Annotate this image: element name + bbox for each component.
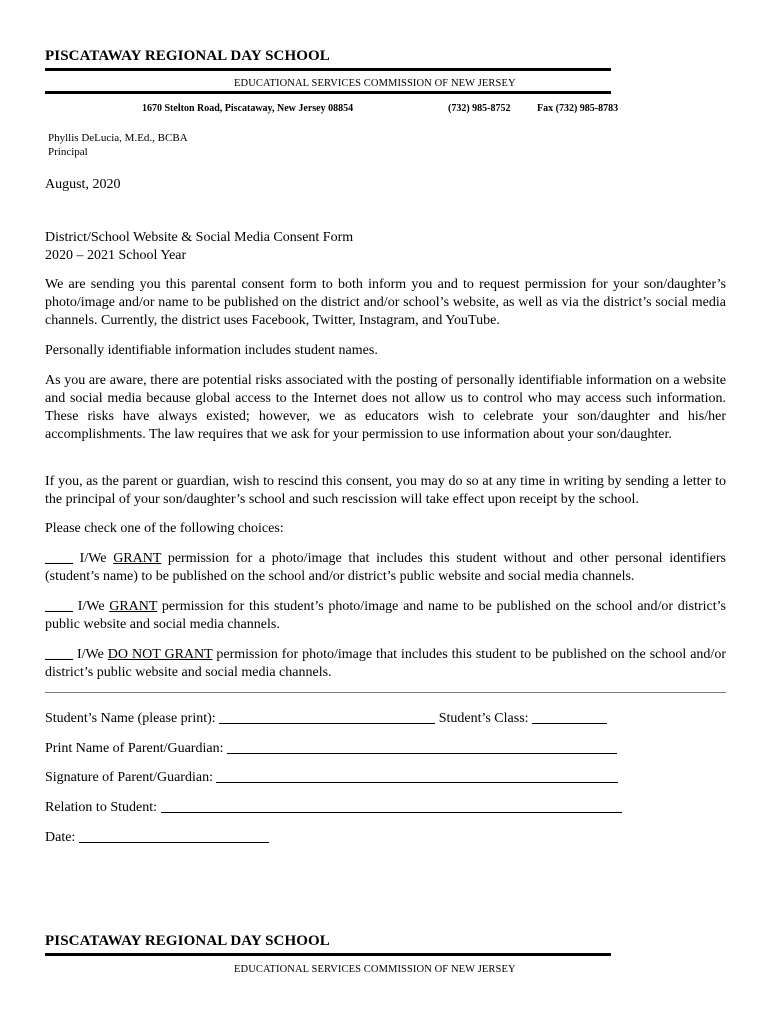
school-fax: Fax (732) 985-8783: [537, 103, 619, 114]
signature-label: Signature of Parent/Guardian:: [45, 770, 213, 785]
student-name-input[interactable]: [219, 709, 435, 724]
choices-instruction: Please check one of the following choices:: [45, 521, 284, 536]
relation-input[interactable]: [161, 798, 622, 813]
date-row: [45, 826, 269, 847]
intro-paragraph: We are sending you this parental consent form to both inform you and to request permission for your son/daughter’s photo/image and/or name to be published on the district and/or school’s website, as well as via the district’s social media channels. Currently, the district uses Facebook, Twitter, Instagram, and YouTube.: [45, 277, 726, 328]
rescind-paragraph: If you, as the parent or guardian, wish to rescind this consent, you may do so at any time in writing by sending a letter to the principal of your son/daughter’s school and such rescission will take effect upon receipt by the school.: [45, 474, 726, 507]
choice-check-blank[interactable]: ____: [45, 551, 73, 566]
choice-prefix: I/We: [73, 599, 110, 614]
pii-paragraph: Personally identifiable information includes student names.: [45, 343, 378, 358]
choice-keyword: GRANT: [113, 551, 162, 566]
choice-keyword: DO NOT GRANT: [107, 647, 213, 662]
risks-paragraph: As you are aware, there are potential risks associated with the posting of personally identifiable information on a website and social media because global access to the Internet does not allow us to control who may access such information. These risks have always existed; however, we as educators wish to celebrate your son/daughter and his/her accomplishments. The law requires that we ask for your permission to use information about your son/daughter.: [45, 373, 726, 442]
relation-row: [45, 796, 622, 817]
signature-row: [45, 766, 618, 787]
choice-text: permission for photo/image that includes this student to be published on the school and/or district’s public website and social media channels.: [45, 647, 726, 680]
choice-keyword: GRANT: [109, 599, 158, 614]
commission-name: EDUCATIONAL SERVICES COMMISSION OF NEW JERSEY: [234, 78, 516, 89]
choice-grant-photo-name[interactable]: [45, 598, 726, 634]
school-address: 1670 Stelton Road, Piscataway, New Jersey 08854: [142, 103, 354, 114]
choice-check-blank[interactable]: ____: [45, 647, 73, 662]
choice-text: permission for a photo/image that includes this student without and other personal identifiers (student’s name) to be published on the school and/or district’s public website and social media channels.: [45, 551, 726, 584]
school-name-header: PISCATAWAY REGIONAL DAY SCHOOL: [45, 48, 330, 64]
choice-prefix: I/We: [73, 551, 114, 566]
parent-name-label: Print Name of Parent/Guardian:: [45, 741, 224, 756]
letter-date: August, 2020: [45, 177, 121, 192]
school-phone: (732) 985-8752: [448, 103, 511, 114]
date-label: Date:: [45, 830, 76, 845]
header-rule-top: [45, 68, 611, 71]
principal-name: Phyllis DeLucia, M.Ed., BCBA: [48, 132, 188, 144]
student-name-row: [45, 707, 607, 728]
choice-prefix: I/We: [73, 647, 108, 662]
parent-name-row: [45, 737, 617, 758]
choice-check-blank[interactable]: ____: [45, 599, 73, 614]
footer-rule: [45, 953, 611, 956]
principal-title: Principal: [48, 146, 88, 158]
parent-name-input[interactable]: [227, 739, 617, 754]
choice-do-not-grant[interactable]: [45, 646, 726, 682]
student-class-label: Student’s Class:: [438, 711, 529, 726]
form-title: District/School Website & Social Media Consent Form: [45, 230, 354, 245]
date-input[interactable]: [79, 828, 269, 843]
header-rule-bottom: [45, 91, 611, 94]
student-class-input[interactable]: [532, 709, 607, 724]
footer-commission: EDUCATIONAL SERVICES COMMISSION OF NEW JERSEY: [234, 964, 516, 975]
choice-grant-photo[interactable]: [45, 550, 726, 586]
school-name-footer: PISCATAWAY REGIONAL DAY SCHOOL: [45, 933, 330, 949]
school-year: 2020 – 2021 School Year: [45, 248, 187, 263]
choice-text: permission for this student’s photo/image and name to be published on the school and/or district’s public website and social media channels.: [45, 599, 726, 632]
relation-label: Relation to Student:: [45, 800, 157, 815]
student-name-label: Student’s Name (please print):: [45, 711, 216, 726]
signature-input[interactable]: [216, 768, 618, 783]
section-divider: [45, 692, 726, 693]
